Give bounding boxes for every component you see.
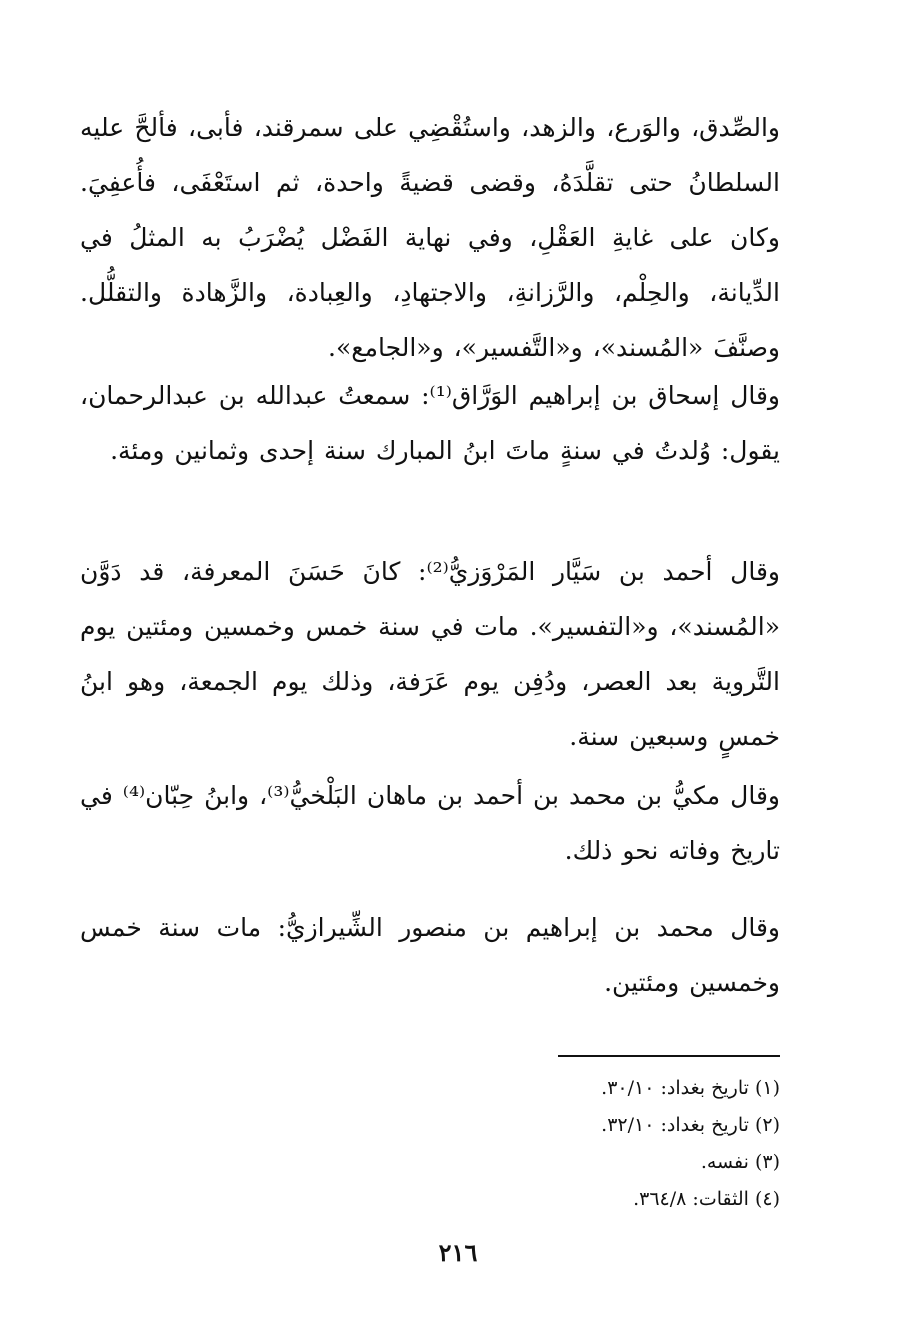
paragraph-1: والصِّدق، والوَرع، والزهد، واستُقْضِي على سمرقند، فأبى، فألحَّ عليه السلطانُ حتى تقلَّدَهُ، وقضى قضيةً واحدة، ثم استَعْفَى، فأُعفِيَ. وكان على غايةِ العَقْلِ، وفي نهاية الفَضْل يُضْرَبُ به المثلُ في الدِّيانة، والحِلْم، والرَّزانةِ، والاجتهادِ، والعِبادة، والزَّهادة والتقلُّل. وصنَّفَ «المُسند»، و«التَّفسير»، و«الجامع». [80, 113, 780, 362]
paragraph-4: وقال مكيُّ بن محمد بن أحمد بن ماهان البَلْخيُّ⁽³⁾، وابنُ حِبّان⁽⁴⁾ في تاريخ وفاته نحو ذلك. [80, 781, 780, 865]
footnote-divider [558, 1055, 780, 1057]
footnotes-list [380, 1070, 780, 1218]
footnote-2: (٢) تاريخ بغداد: ٣٢/١٠. [601, 1114, 780, 1136]
page-number: ٢١٦ [438, 1238, 478, 1267]
footnote-1: (١) تاريخ بغداد: ٣٠/١٠. [601, 1077, 780, 1099]
paragraph-3: وقال أحمد بن سَيَّار المَرْوَزيُّ⁽²⁾: كانَ حَسَنَ المعرفة، قد دَوَّن «المُسند»، و«التفسير». مات في سنة خمس وخمسين ومئتين يوم التَّروية بعد العصر، ودُفِن يوم عَرَفة، وذلك يوم الجمعة، وهو ابنُ خمسٍ وسبعين سنة. [80, 557, 780, 751]
footnote-4: (٤) الثقات: ٣٦٤/٨. [633, 1188, 780, 1210]
footnote-3: (٣) نفسه. [700, 1151, 780, 1173]
paragraph-5: وقال محمد بن إبراهيم بن منصور الشِّيرازيُّ: مات سنة خمس وخمسين ومئتين. [80, 913, 780, 997]
paragraph-2: وقال إسحاق بن إبراهيم الوَرَّاق⁽¹⁾: سمعتُ عبدالله بن عبدالرحمان، يقول: وُلدتُ في سنةٍ ماتَ ابنُ المبارك سنة إحدى وثمانين ومئة. [80, 381, 780, 465]
